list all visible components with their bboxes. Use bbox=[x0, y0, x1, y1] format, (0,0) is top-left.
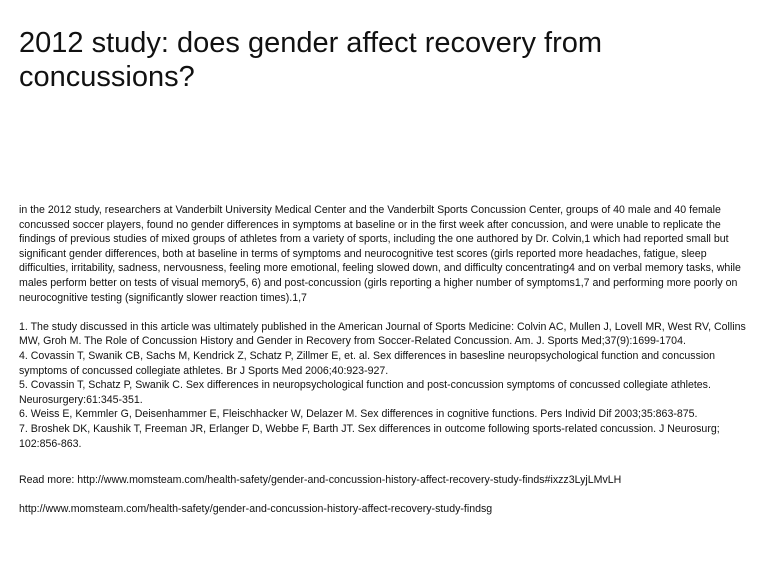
reference-4: 4. Covassin T, Swanik CB, Sachs M, Kendrick Z, Schatz P, Zillmer E, et. al. Sex differences in basesline neuropsychological function and concussion symptoms of concussed collegiate athletes. Br J Sports Med 2006;40:923-927. bbox=[19, 349, 715, 377]
source-url: http://www.momsteam.com/health-safety/gender-and-concussion-history-affect-recovery-study-findsg bbox=[19, 503, 493, 516]
summary-paragraph: in the 2012 study, researchers at Vanderbilt University Medical Center and the Vanderbilt Sports Concussion Center, groups of 40 male and 40 female concussed soccer players, found no gender differences in symptoms at baseline or in the first week after concussion, and were unable to replicate the findings of previous studies of mixed groups of athletes from a variety of sports, including the one authored by Dr. Colvin,1 which had reported small but significant gender differences, both at baseline in terms of symptoms and neurocognitive test scores (girls reported more headaches, fatigue, sleep difficulties, irritability, sadness, nervousness, feeling more emotional, feeling slowed down, and difficulty concentrating4 and on verbal memory tasks, while males perform better on tests of visual memory5, 6) and post-concussion (girls reporting a higher number of symptoms1,7 and performing more poorly on neurocognitive testing (significantly slower reaction times).1,7 bbox=[19, 204, 741, 304]
reference-1: 1. The study discussed in this article was ultimately published in the American Journal of Sports Medicine: Colvin AC, Mullen J, Lovell MR, West RV, Collins MW, Groh M. The Role of Concussion History and Gender in Recovery from Soccer-Related Concussion. Am. J. Sports Med;37(9):1699-1704. bbox=[19, 320, 746, 348]
paragraph-spacer bbox=[19, 488, 751, 503]
read-more-link: Read more: http://www.momsteam.com/health-safety/gender-and-concussion-history-affect-recovery-study-finds#ixzz3LyjLMvLH bbox=[19, 474, 622, 487]
slide-title: 2012 study: does gender affect recovery from concussions? bbox=[19, 27, 603, 93]
reference-5: 5. Covassin T, Schatz P, Swanik C. Sex differences in neuropsychological function and post-concussion symptoms of concussed collegiate athletes. Neurosurgery:61:345-351. bbox=[19, 379, 711, 406]
paragraph-spacer bbox=[19, 305, 751, 320]
slide-body bbox=[19, 203, 751, 517]
reference-6: 6. Weiss E, Kemmler G, Deisenhammer E, Fleischhacker W, Delazer M. Sex differences in cognitive functions. Pers Individ Dif 2003;35:863-875. bbox=[19, 408, 698, 421]
paragraph-spacer bbox=[19, 451, 751, 473]
reference-7: 7. Broshek DK, Kaushik T, Freeman JR, Erlanger D, Webbe F, Barth JT. Sex differences in outcome following sports-related concussion. J Neurosurg; 102:856-863. bbox=[19, 422, 720, 450]
